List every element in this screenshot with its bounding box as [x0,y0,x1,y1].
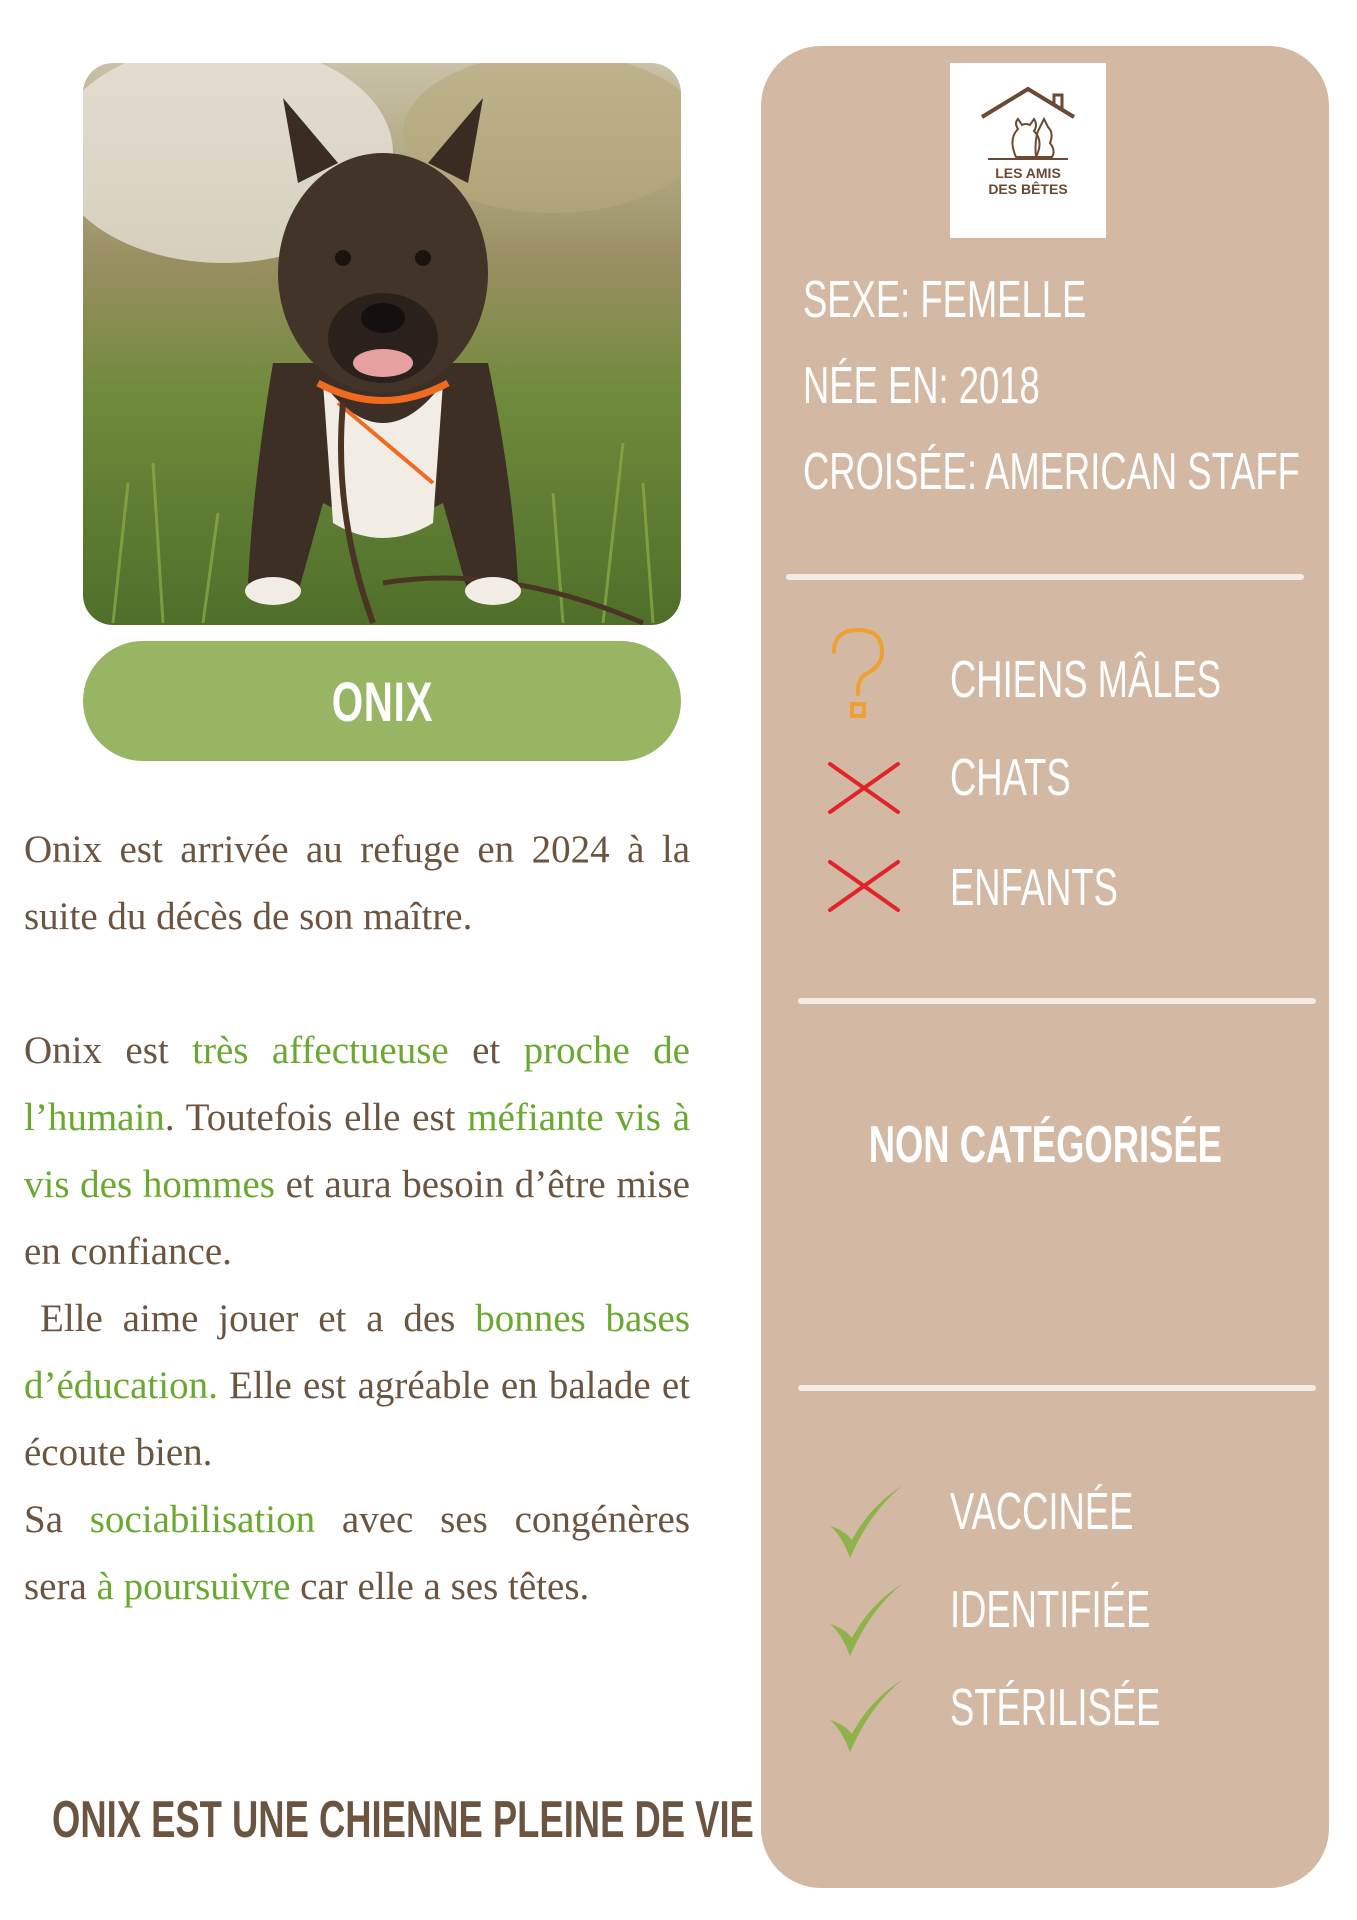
info-birth-year: NÉE EN: 2018 [803,357,1040,415]
highlight-good-education: bonnes bases d’éducation. [24,1297,691,1407]
cross-icon [826,858,902,914]
dog-photo [83,63,681,625]
text-run: . Toutefois elle est [164,1096,468,1139]
info-breed: CROISÉE: AMERICAN STAFF [803,443,1300,501]
description-paragraph-2 [24,1017,690,1285]
highlight-close-to-humans: proche de l’humain [24,1029,690,1139]
text-run: avec ses congénères sera [24,1498,690,1608]
cross-icon [826,760,902,816]
highlight-wary-of-men: méfiante vis à vis des hommes [24,1096,691,1206]
highlight-to-continue: à poursuivre [96,1565,291,1608]
description-paragraph-3 [24,1285,690,1486]
check-icon [826,1580,906,1660]
check-icon [826,1482,906,1562]
dog-category [761,1115,1329,1175]
category-label: NON CATÉGORISÉE [868,1116,1222,1174]
highlight-socialisation: sociabilisation [89,1498,316,1541]
health-sterilised: STÉRILISÉE [950,1679,1161,1737]
compat-male-dogs: CHIENS MÂLES [950,651,1222,709]
question-icon [826,624,890,720]
text-run: et aura besoin d’être mise en confiance. [24,1163,690,1273]
dog-name: ONIX [331,669,433,733]
house-cat-dog-icon [978,83,1078,163]
divider-1 [786,574,1304,580]
dog-photo-illustration [83,63,681,625]
paragraph-gap [24,950,690,1017]
health-identified: IDENTIFIÉE [950,1581,1151,1639]
logo-line-1: LES AMIS [995,165,1061,181]
text-run: Onix est [24,1029,193,1072]
compat-cats: CHATS [950,749,1071,807]
logo-line-2: DES BÊTES [988,181,1068,197]
shelter-logo [950,63,1106,238]
text-run: et [448,1029,524,1072]
health-vaccinated: VACCINÉE [950,1483,1134,1541]
text-run: car elle a ses têtes. [290,1565,590,1608]
description-intro: Onix est arrivée au refuge en 2024 à la suite du décès de son maître. [24,828,690,938]
divider-3 [798,1385,1316,1391]
tagline: ONIX EST UNE CHIENNE PLEINE DE VIE [52,1791,754,1849]
text-run: Elle aime jouer et a des [40,1297,476,1340]
dog-name-pill [83,641,681,761]
info-sex: SEXE: FEMELLE [803,271,1087,329]
description-paragraph-4 [24,1486,690,1620]
check-icon [826,1676,906,1756]
compat-children: ENFANTS [950,859,1118,917]
dog-description [24,816,690,1620]
divider-2 [798,998,1316,1004]
text-run: Elle est agréable en balade et écoute bien. [24,1364,690,1474]
highlight-affectionate: très affectueuse [192,1029,449,1072]
text-run: Sa [24,1498,90,1541]
